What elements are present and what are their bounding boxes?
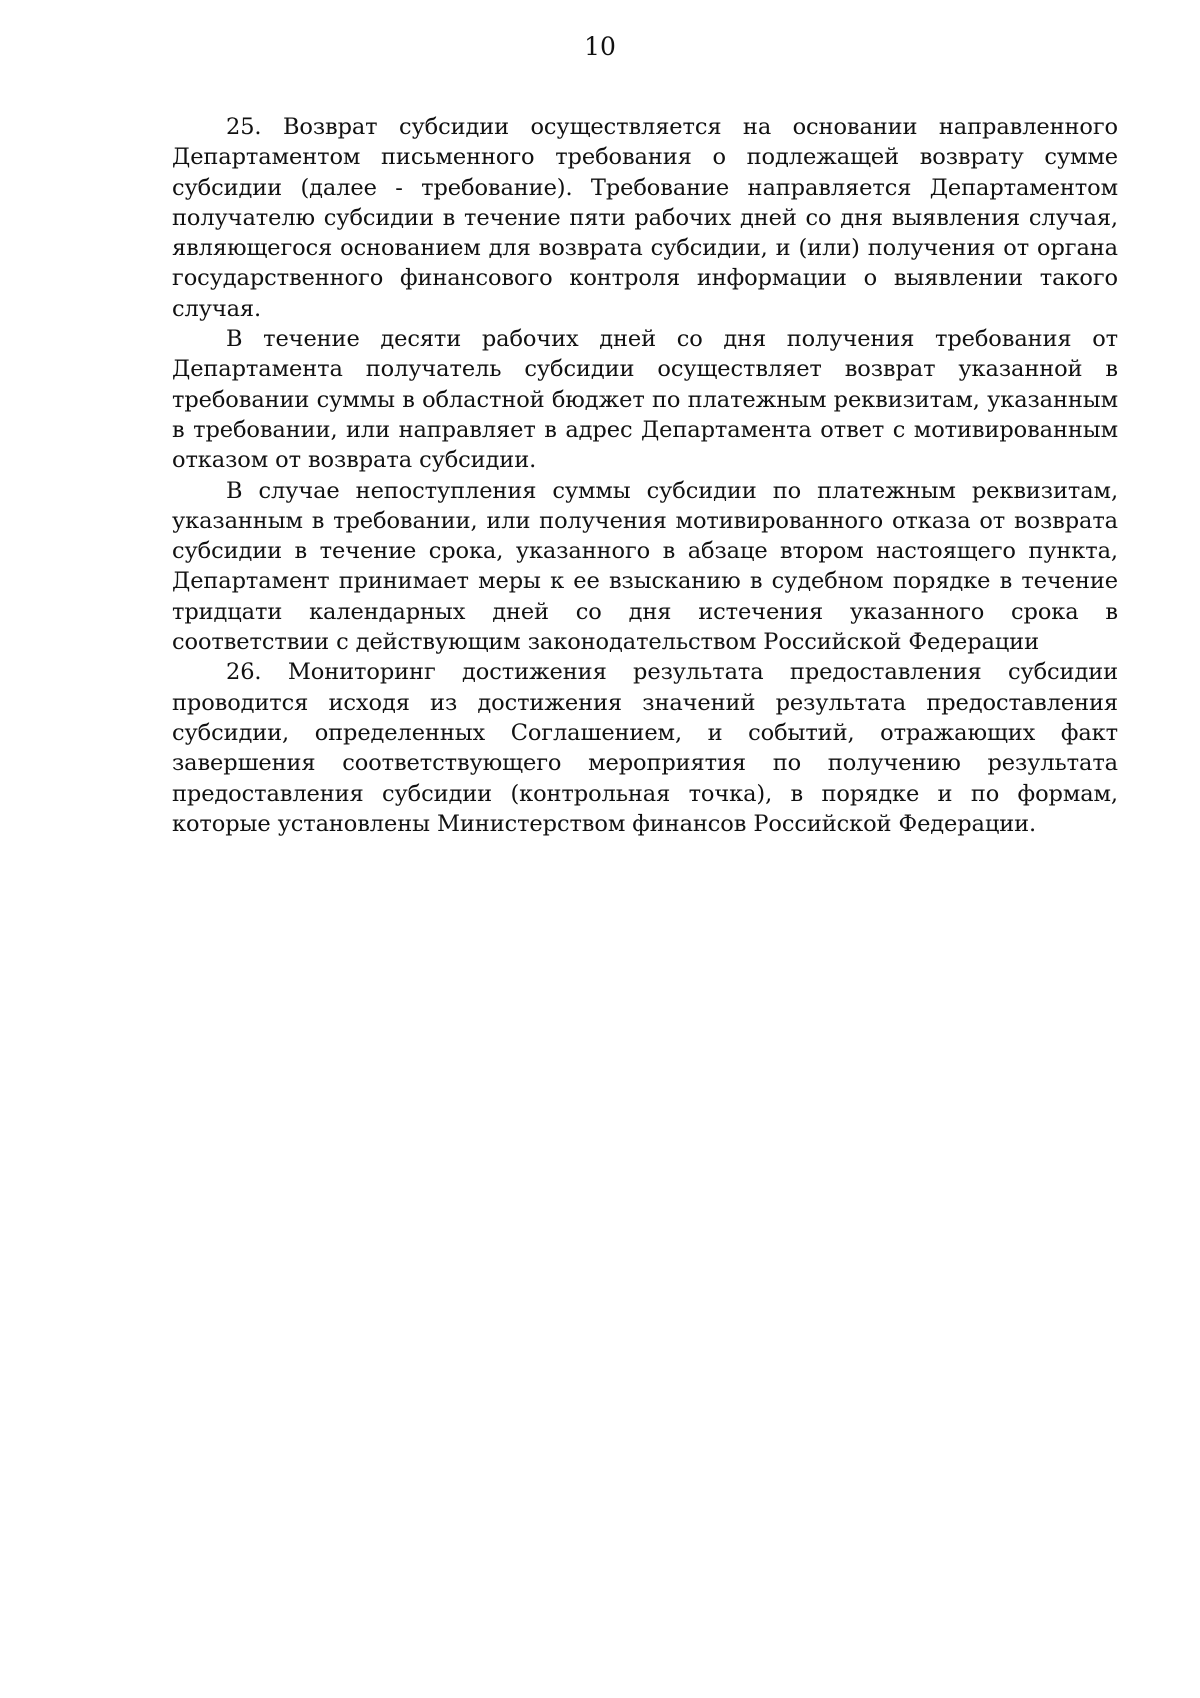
paragraph-25-third: В случае непоступления суммы субсидии по платежным реквизитам, указанным в требовании, или получения мотивированного отказа от возврата субсидии в течение срока, указанного в абзаце втором настоящего пункта, Департамент принимает меры к ее взысканию в судебном порядке в течение тридцати календарных дней со дня истечения указанного срока в соответствии с действующим законодательством Российской Федерации <box>172 477 1118 656</box>
document-body <box>172 112 1118 839</box>
paragraph-26: 26. Мониторинг достижения результата предоставления субсидии проводится исходя из достижения значений результата предоставления субсидии, определенных Соглашением, и событий, отражающих факт завершения соответствующего мероприятия по получению результата предоставления субсидии (контрольная точка), в порядке и по формам, которые установлены Министерством финансов Российской Федерации. <box>172 659 1118 837</box>
page-number: 10 <box>584 32 616 61</box>
paragraph-25: 25. Возврат субсидии осуществляется на основании направленного Департаментом письменного требования о подлежащей возврату сумме субсидии (далее - требование). Требование направляется Департаментом получателю субсидии в течение пяти рабочих дней со дня выявления случая, являющегося основанием для возврата субсидии, и (или) получения от органа государственного финансового контроля информации о выявлении такого случая. <box>172 114 1118 322</box>
paragraph-25-second: В течение десяти рабочих дней со дня получения требования от Департамента получатель субсидии осуществляет возврат указанной в требовании суммы в областной бюджет по платежным реквизитам, указанным в требовании, или направляет в адрес Департамента ответ с мотивированным отказом от возврата субсидии. <box>172 326 1118 474</box>
